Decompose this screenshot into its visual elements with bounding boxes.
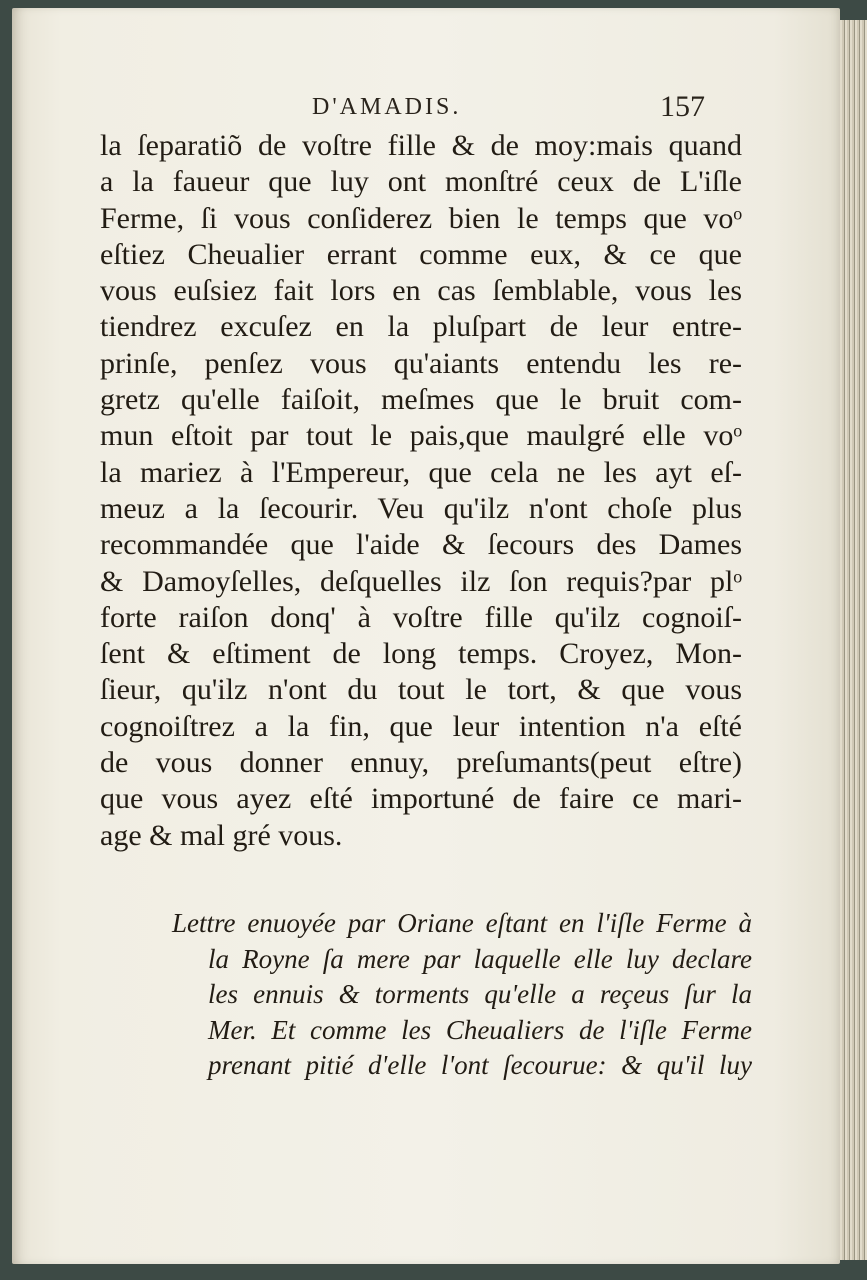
running-head: D'AMADIS. <box>312 94 462 120</box>
text-line: ſieur, qu'ilz n'ont du tout le tort, & que vous <box>100 673 742 707</box>
text-line: forte raiſon donq' à voſtre fille qu'ilz cognoiſ- <box>100 600 742 634</box>
heading-line: prenant pitié d'elle l'ont ſecourue: & qu'il luy <box>208 1050 752 1080</box>
text-line: cognoiſtrez a la fin, que leur intention n'a eſté <box>100 709 742 743</box>
text-line: prinſe, penſez vous qu'aiants entendu les re- <box>100 346 742 380</box>
text-line: la ſeparatiõ de voſtre fille & de moy:mais quand <box>100 129 742 162</box>
text-line: tiendrez excuſez en la pluſpart de leur entre- <box>100 310 742 344</box>
book-page <box>12 8 840 1264</box>
text-line: age & mal gré vous. <box>100 818 343 852</box>
text-line: a la faueur que luy ont monſtré ceux de L'iſle <box>100 165 742 199</box>
text-line: vous euſsiez fait lors en cas ſemblable, vous les <box>100 274 742 308</box>
heading-line: Mer. Et comme les Cheualiers de l'iſle Ferme <box>208 1014 752 1045</box>
text-line: de vous donner ennuy, preſumants(peut eſtre) <box>100 746 742 780</box>
text-line: ſent & eſtiment de long temps. Croyez, Mon- <box>100 637 742 671</box>
letter-heading <box>172 906 752 1084</box>
text-line: que vous ayez eſté importuné de faire ce mari- <box>100 782 742 816</box>
text-line: la mariez à l'Empereur, que cela ne les ayt eſ- <box>100 455 742 489</box>
heading-line: Lettre enuoyée par Oriane eſtant en l'iſle Ferme à <box>172 908 752 938</box>
text-line: meuz a la ſecourir. Veu qu'ilz n'ont choſe plus <box>100 491 742 525</box>
body-text <box>100 128 742 854</box>
page-number: 157 <box>660 90 705 123</box>
text-line: & Damoyſelles, deſquelles ilz ſon requis?par plᵒ <box>100 564 742 598</box>
text-line: recommandée que l'aide & ſecours des Dames <box>100 528 742 562</box>
heading-line: la Royne ſa mere par laquelle elle luy declare <box>208 943 752 974</box>
text-line: mun eſtoit par tout le pais,que maulgré elle voᵒ <box>100 419 742 453</box>
heading-line: les ennuis & torments qu'elle a reçeus ſur la <box>208 979 752 1009</box>
text-line: eſtiez Cheualier errant comme eux, & ce que <box>100 237 742 271</box>
text-line: gretz qu'elle faiſoit, meſmes que le bruit com- <box>100 383 742 417</box>
text-line: Ferme, ſi vous conſiderez bien le temps que voᵒ <box>100 201 742 235</box>
